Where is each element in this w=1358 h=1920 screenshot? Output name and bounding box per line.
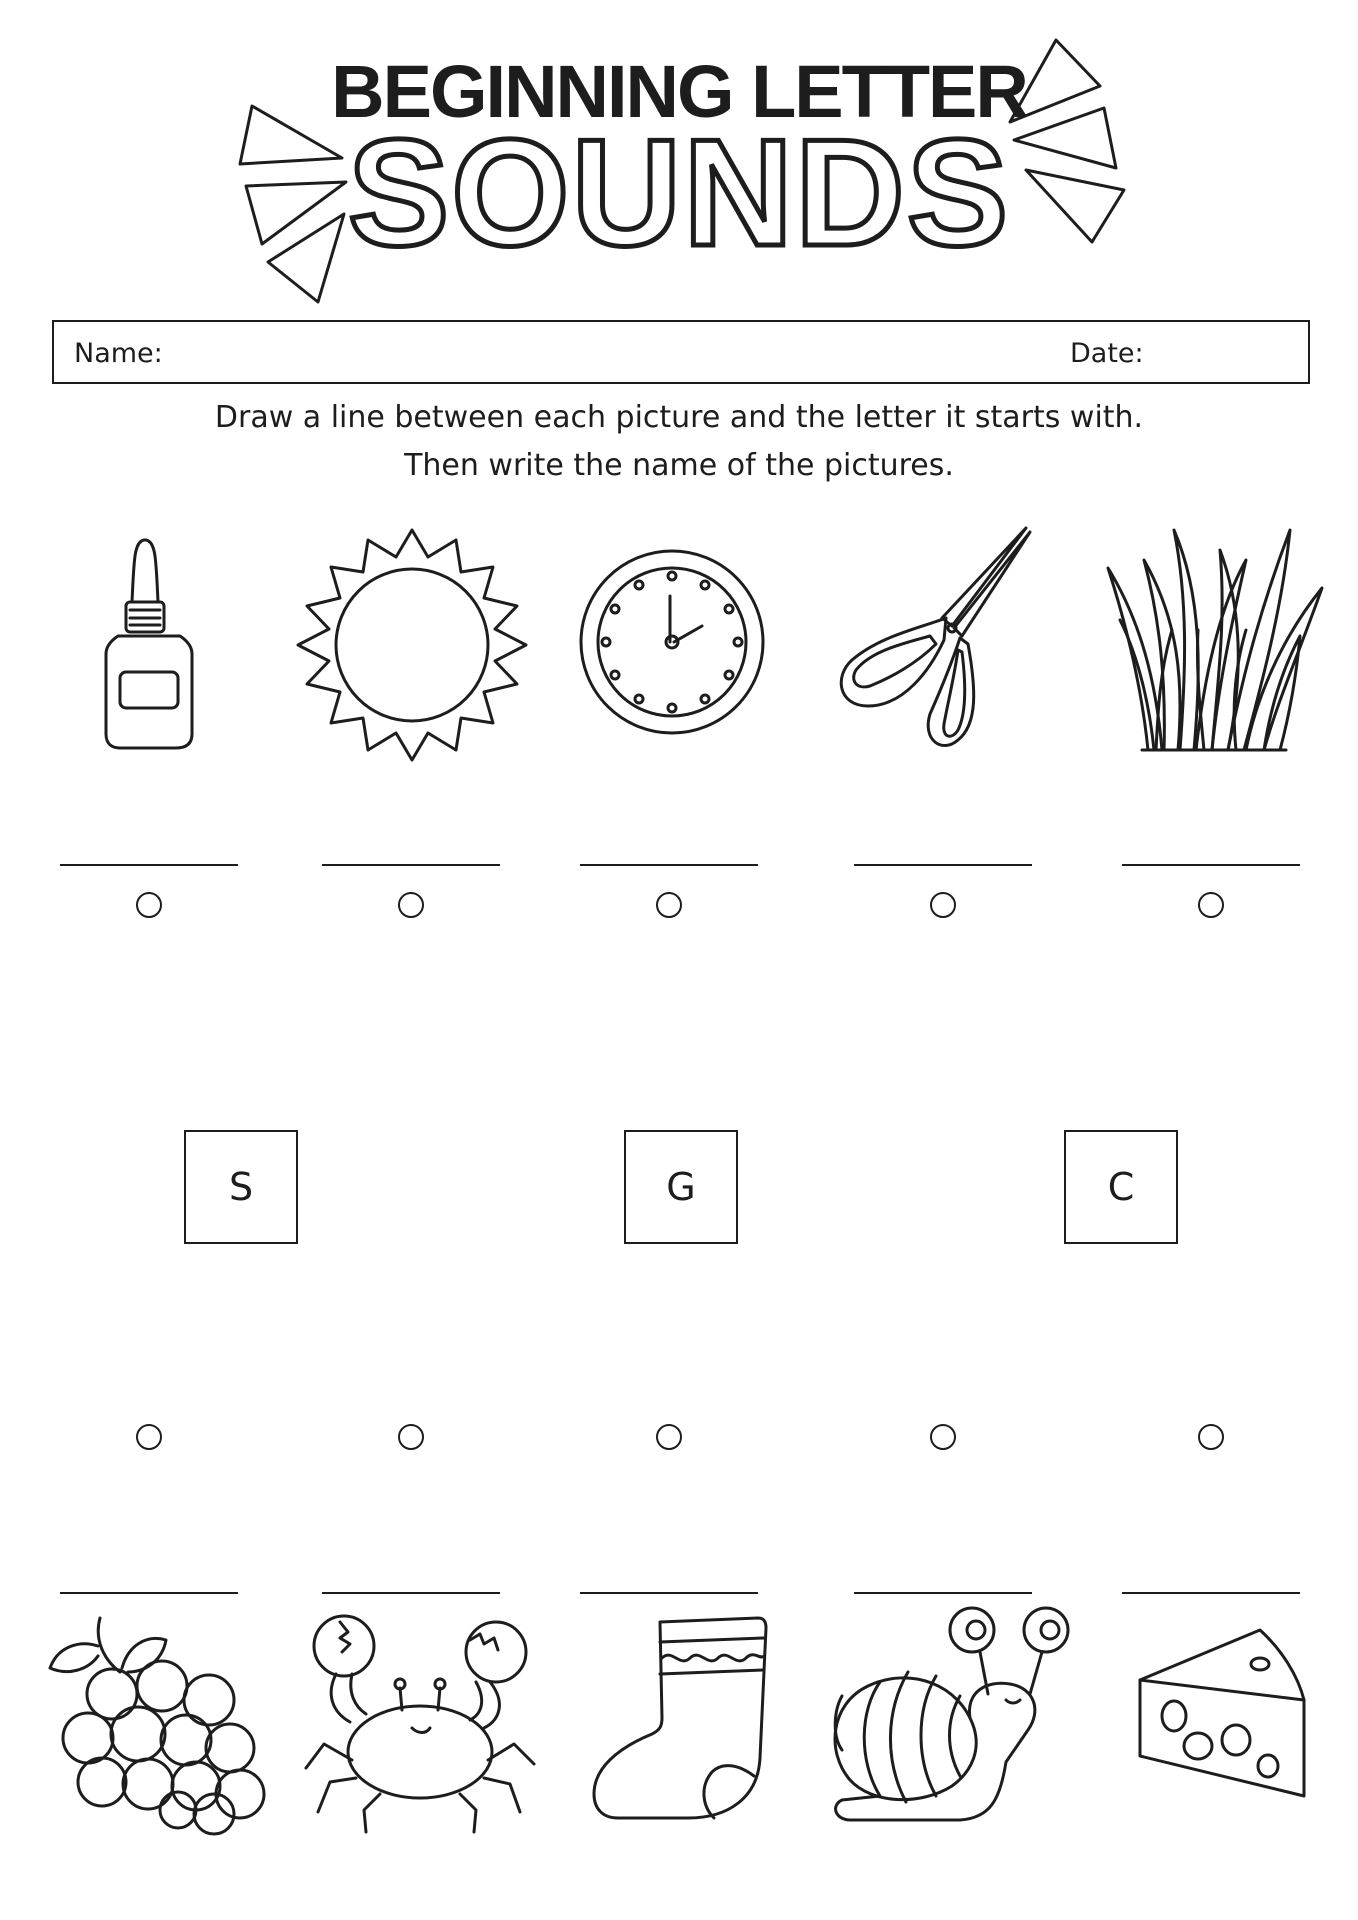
answer-line[interactable] (1122, 864, 1300, 866)
scissors-icon (830, 518, 1060, 768)
sun-icon (288, 520, 538, 770)
answer-line[interactable] (580, 864, 758, 866)
letter-box-s: S (184, 1130, 298, 1244)
connect-dot[interactable] (656, 892, 682, 918)
connect-dot[interactable] (398, 892, 424, 918)
glue-icon (90, 530, 210, 770)
title-line-1: BEGINNING LETTER (331, 50, 1027, 133)
sock-icon (588, 1608, 778, 1828)
answer-line[interactable] (322, 1592, 500, 1594)
answer-line[interactable] (322, 864, 500, 866)
connect-dot[interactable] (1198, 1424, 1224, 1450)
answer-line[interactable] (854, 1592, 1032, 1594)
instruction-line-1: Draw a line between each picture and the letter it starts with. (214, 400, 1144, 435)
snail-icon (820, 1600, 1090, 1830)
answer-line[interactable] (854, 864, 1032, 866)
answer-line[interactable] (580, 1592, 758, 1594)
grapes-icon (44, 1610, 274, 1830)
connect-dot[interactable] (930, 1424, 956, 1450)
connect-dot[interactable] (1198, 892, 1224, 918)
connect-dot[interactable] (930, 892, 956, 918)
instruction-line-2: Then write the name of the pictures. (404, 448, 954, 483)
date-label: Date: (1070, 338, 1144, 369)
connect-dot[interactable] (136, 892, 162, 918)
title-line-2: SOUNDS (347, 108, 1011, 278)
answer-line[interactable] (1122, 1592, 1300, 1594)
connect-dot[interactable] (656, 1424, 682, 1450)
crab-icon (300, 1612, 540, 1832)
connect-dot[interactable] (398, 1424, 424, 1450)
grass-icon (1100, 520, 1330, 770)
answer-line[interactable] (60, 864, 238, 866)
cheese-icon (1132, 1620, 1312, 1810)
answer-line[interactable] (60, 1592, 238, 1594)
connect-dot[interactable] (136, 1424, 162, 1450)
letter-box-g: G (624, 1130, 738, 1244)
clock-icon (572, 542, 772, 742)
letter-box-c: C (1064, 1130, 1178, 1244)
name-label: Name: (74, 338, 163, 369)
